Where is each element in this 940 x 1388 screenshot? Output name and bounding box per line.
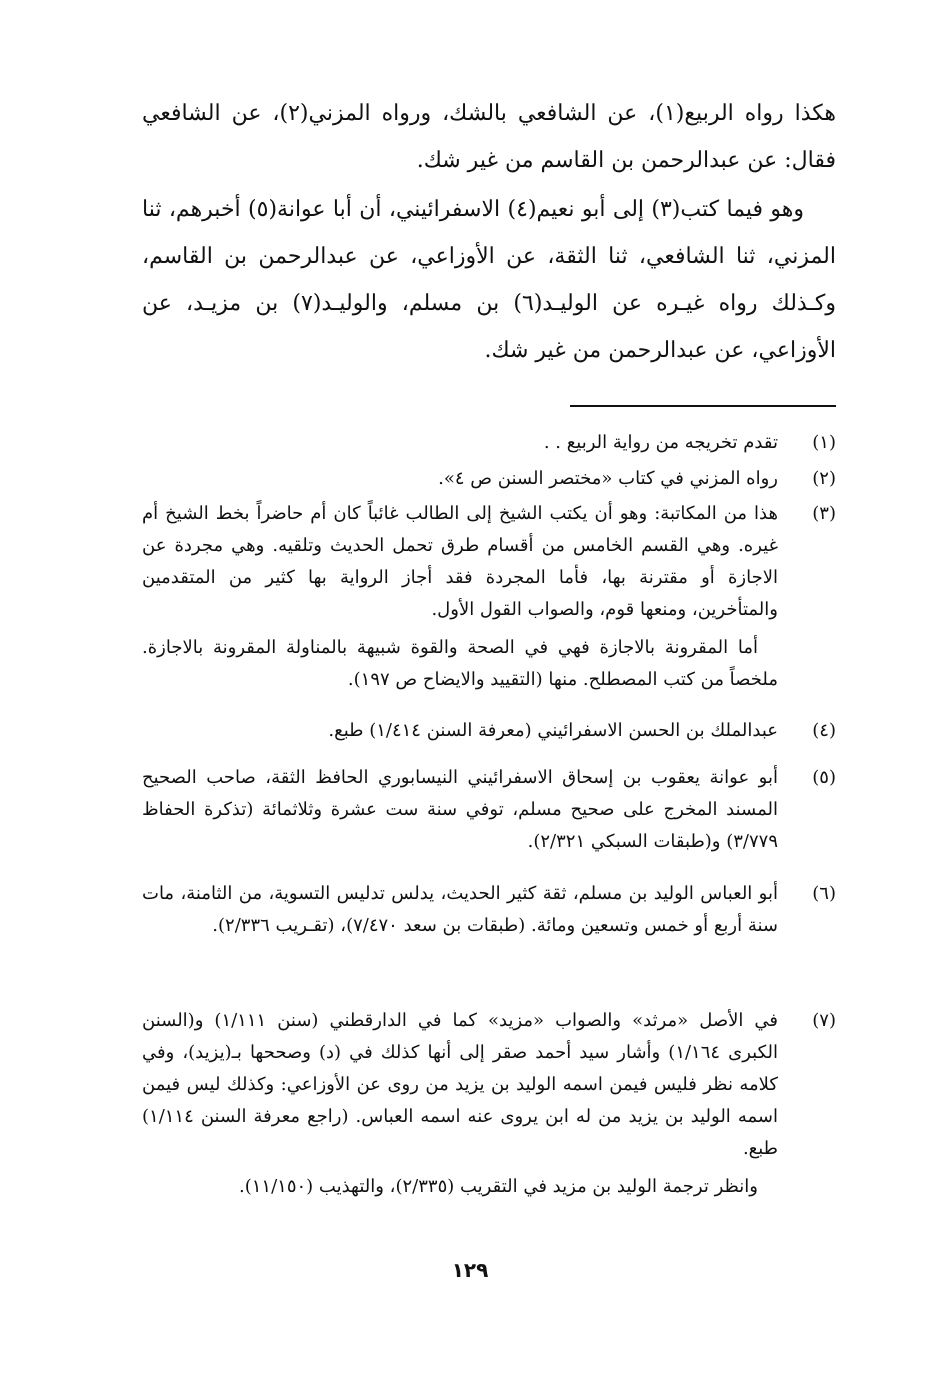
footnote-continuation: أما المقرونة بالاجازة فهي في الصحة والقوة شبيهة بالمناولة المقرونة بالاجازة. ملخصاً من كتب المصطلح. منها (التقييد والايضاح ص ١٩٧). [142,637,778,690]
page-number: ١٢٩ [451,1258,489,1282]
footnote-number: (٢) [812,468,836,489]
footnote-1 [142,427,836,459]
footnote-text: أبو العباس الوليد بن مسلم، ثقة كثير الحديث، يدلس تدليس التسوية، من الثامنة، مات سنة أربع أو خمس وتسعين ومائة. (طبقات بن سعد ٧/٤٧٠)، (تقـريب ٢/٣٣٦). [142,883,778,936]
footnote-continuation: وانظر ترجمة الوليد بن مزيد في التقريب (٢/٣٣٥)، والتهذيب (١١/١٥٠). [239,1176,758,1197]
footnote-number: (١) [812,432,836,453]
footnote-text: أبو عوانة يعقوب بن إسحاق الاسفرائيني النيسابوري الحافظ الثقة، صاحب الصحيح المسند المخرج على صحيح مسلم، توفي سنة ست عشرة وثلاثمائة (تذكرة الحفاظ ٣/٧٧٩) و(طبقات السبكي ٢/٣٢١). [142,767,778,852]
main-paragraph-2: وهو فيما كتب(٣) إلى أبو نعيم(٤) الاسفرائيني، أن أبا عوانة(٥) أخبرهم، ثنا المزني، ثنا الشافعي، ثنا الثقة، عن الأوزاعي، عن عبدالرحمن بن القاسم، وكـذلك رواه غيـره عن الوليـد(٦) بن مسلم، والوليـد(٧) بن مزيـد، عن الأوزاعي، عن عبدالرحمن من غير شك. [142,197,836,363]
footnote-text: عبدالملك بن الحسن الاسفرائيني (معرفة السنن ١/٤١٤) طبع. [328,720,778,741]
footnote-number: (٣) [812,503,836,524]
footnote-number: (٤) [812,720,836,741]
footnote-text: في الأصل «مرثد» والصواب «مزيد» كما في الدارقطني (سنن ١/١١١) و(السنن الكبرى ١/١٦٤) وأشار سيد أحمد صقر إلى أنها كذلك في (د) وصححها بـ(يزيد)، وفي كلامه نظر فليس فيمن اسمه الوليد بن يزيد من روى عن الأوزاعي: وكذلك ليس فيمن اسمه الوليد بن يزيد من له ابن يروى عنه اسمه العباس. (راجع معرفة السنن ١/١١٤) طبع. [142,1010,778,1159]
footnote-text: رواه المزني في كتاب «مختصر السنن ص ٤». [438,468,778,489]
footnote-6 [142,878,836,942]
footnote-number: (٧) [812,1010,836,1031]
footnote-text: هذا من المكاتبة: وهو أن يكتب الشيخ إلى الطالب غائباً كان أم حاضراً بخط الشيخ أم غيره. وهي القسم الخامس من أقسام طرق تحمل الحديث وتلقيه. وهي مجردة عن الاجازة أو مقترنة بها، فأما المجردة فقد أجاز الرواية بها كثير من المتقدمين والمتأخرين، ومنعها قوم، والصواب القول الأول. [142,503,778,620]
footnote-3 [142,498,836,696]
footnote-text: تقدم تخريجه من رواية الربيع . . [543,432,778,453]
main-paragraph-1: هكذا رواه الربيع(١)، عن الشافعي بالشك، ورواه المزني(٢)، عن الشافعي فقال: عن عبدالرحمن بن القاسم من غير شك. [142,101,836,173]
footnote-number: (٥) [812,767,836,788]
footnote-4 [142,715,836,747]
footnote-number: (٦) [812,883,836,904]
footnote-separator [570,405,836,407]
footnote-7 [142,1005,836,1203]
footnote-5 [142,762,836,858]
footnote-2 [142,463,836,495]
